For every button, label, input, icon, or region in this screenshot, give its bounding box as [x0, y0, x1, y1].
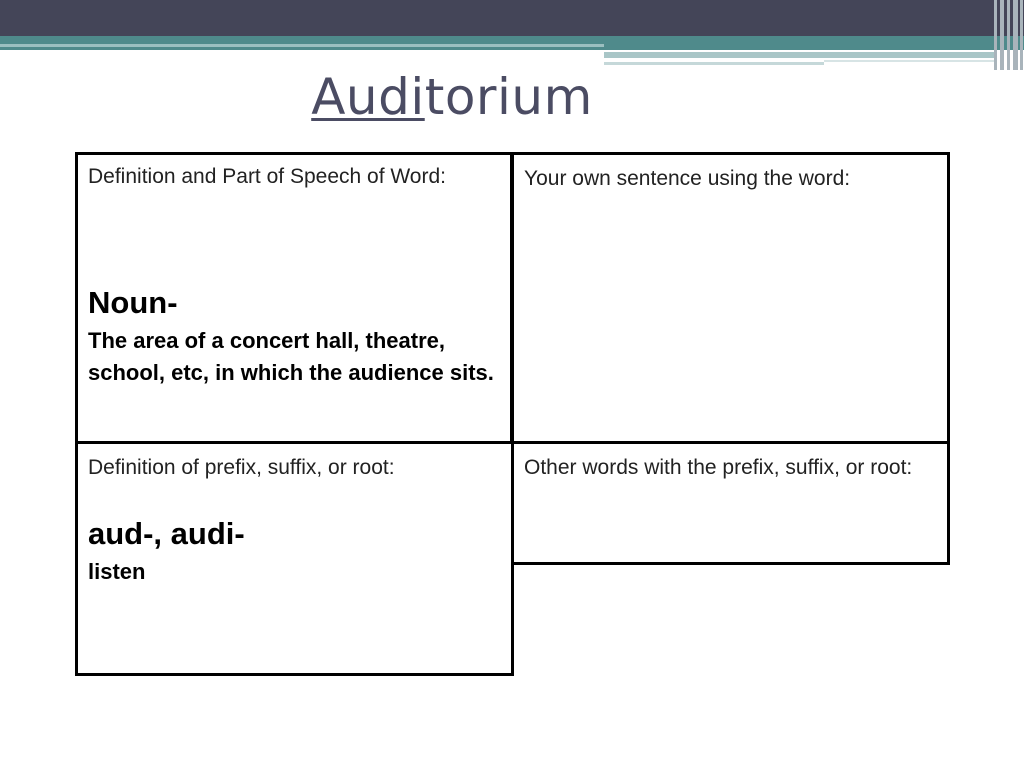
prefix-label: Definition of prefix, suffix, or root: [88, 456, 395, 479]
title-root: Audi [311, 68, 425, 126]
title-rest: torium [424, 68, 593, 126]
definition-cell [75, 152, 513, 487]
definition-text: The area of a concert hall, theatre, school, etc, in which the audience sits. [88, 328, 494, 385]
header-accent-line [0, 44, 604, 47]
header-bar-teal [0, 36, 1024, 50]
other-words-cell [511, 441, 950, 565]
part-of-speech: Noun- [88, 285, 178, 320]
header-bar-dark [0, 0, 1024, 36]
prefix-cell [75, 441, 514, 676]
sentence-cell [511, 152, 950, 446]
other-words-label: Other words with the prefix, suffix, or root: [524, 456, 913, 479]
header-accent-line [604, 52, 994, 58]
root-text: aud-, audi- [88, 516, 245, 551]
corner-stripes-decoration [992, 0, 1024, 70]
sentence-label: Your own sentence using the word: [524, 167, 851, 190]
definition-label: Definition and Part of Speech of Word: [88, 165, 446, 188]
root-meaning: listen [88, 559, 146, 584]
header-accent-line [604, 62, 824, 65]
header-accent-line [824, 60, 994, 62]
slide-title [0, 68, 904, 126]
